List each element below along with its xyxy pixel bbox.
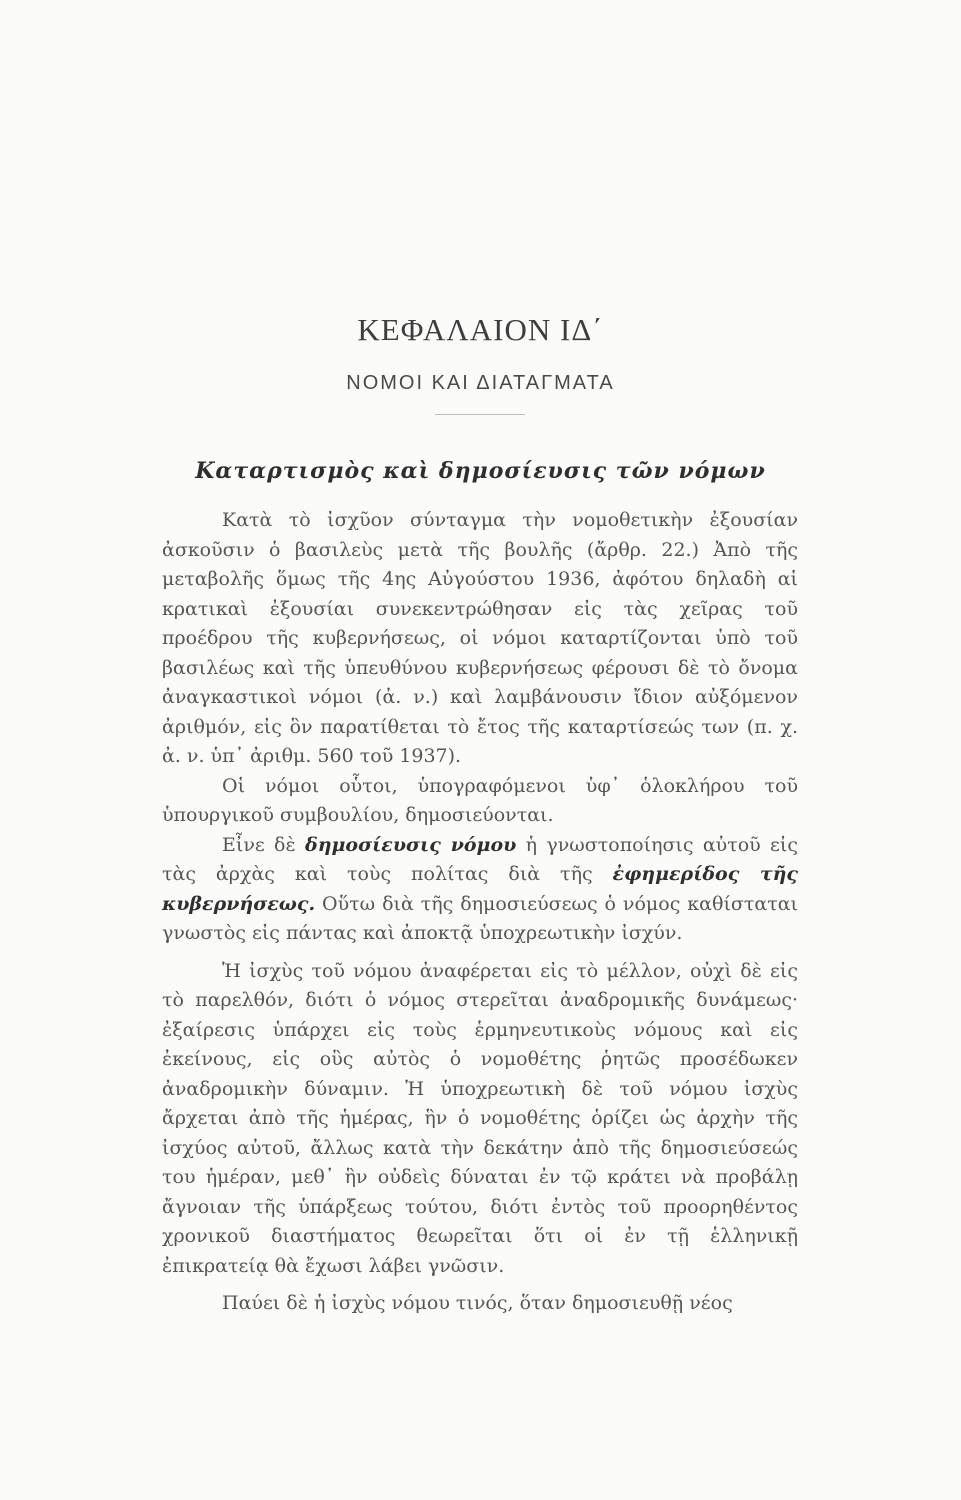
paragraph-5: Παύει δὲ ἡ ἰσχὺς νόμου τινός, ὅταν δημοσιευθῇ νέος [222, 1292, 733, 1314]
divider-rule [435, 414, 525, 415]
term-government-gazette: ἐφημερίδος τῆς κυβερνήσεως. [162, 863, 798, 915]
paragraph-3-tail: Οὕτω διὰ τῆς δημοσιεύσεως ὁ νόμος καθίσταται γνωστὸς εἰς πάντας καὶ ἀποκτᾷ ὑποχρεωτικὴν ἰσχύν. [162, 892, 798, 944]
paragraph-3 [162, 831, 798, 949]
paragraph-4: Ἡ ἰσχὺς τοῦ νόμου ἀναφέρεται εἰς τὸ μέλλον, οὐχὶ δὲ εἰς τὸ παρελθόν, διότι ὁ νόμος στερεῖται ἀναδρομικῆς δυνάμεως· ἐξαίρεσις ὑπάρχει εἰς τοὺς ἑρμηνευτικοὺς νόμους καὶ εἰς ἐκείνους, εἰς οὓς αὐτὸς ὁ νομοθέτης ῥητῶς προσέδωκεν ἀναδρομικὴν δύναμιν. Ἡ ὑποχρεωτικὴ δὲ τοῦ νόμου ἰσχὺς ἄρχεται ἀπὸ τῆς ἡμέρας, ἣν ὁ νομοθέτης ὁρίζει ὡς ἀρχὴν τῆς ἰσχύος αὐτοῦ, ἄλλως κατὰ τὴν δεκάτην ἀπὸ τῆς δημοσιεύσεώς του ἡμέραν, μεθ᾽ ἣν οὐδεὶς δύναται ἐν τῷ κράτει νὰ προβάλῃ ἄγνοιαν τῆς ὑπάρξεως τούτου, διότι ἐντὸς τοῦ προορηθέντος χρονικοῦ διαστήματος θεωρεῖται ὅτι οἱ ἐν τῇ ἑλληνικῇ ἐπικρατείᾳ θὰ ἔχωσι λάβει γνῶσιν. [162, 959, 798, 1277]
paragraph-2: Οἱ νόμοι οὗτοι, ὑπογραφόμενοι ὑφ᾽ ὁλοκλήρου τοῦ ὑπουργικοῦ συμβουλίου, δημοσιεύονται. [162, 774, 798, 826]
chapter-title: ΚΕΦΑΛΑΙΟΝ ΙΔ΄ [357, 312, 604, 347]
paragraph-3-lead: Εἶνε δὲ [222, 833, 306, 856]
body-text [162, 506, 798, 1319]
term-publication-of-law: δημοσίευσις νόμου [305, 833, 517, 856]
paragraph-3-middle: ἡ γνωστοποίησις αὐτοῦ εἰς τὰς ἀρχὰς καὶ τοὺς πολίτας διὰ τῆς [162, 833, 798, 885]
chapter-subtitle: ΝΟΜΟΙ ΚΑΙ ΔΙΑΤΑΓΜΑΤΑ [346, 372, 615, 394]
paragraph-1: Κατὰ τὸ ἰσχῦον σύνταγμα τὴν νομοθετικὴν ἐξουσίαν ἀσκοῦσιν ὁ βασιλεὺς μετὰ τῆς βουλῆς (ἄρθρ. 22.) Ἀπὸ τῆς μεταβολῆς ὅμως τῆς 4ης Αὐγούστου 1936, ἀφότου δηλαδὴ αἱ κρατικαὶ ἐξουσίαι συνεκεντρώθησαν εἰς τὰς χεῖρας τοῦ προέδρου τῆς κυβερνήσεως, οἱ νόμοι καταρτίζονται ὑπὸ τοῦ βασιλέως καὶ τῆς ὑπευθύνου κυβερνήσεως φέρουσι δὲ τὸ ὄνομα ἀναγκαστικοὶ νόμοι (ἀ. ν.) καὶ λαμβάνουσιν ἴδιον αὐξόμενον ἀριθμόν, εἰς ὃν παρατίθεται τὸ ἔτος τῆς καταρτίσεώς των (π. χ. ἀ. ν. ὑπ᾽ ἀριθμ. 560 τοῦ 1937). [162, 509, 798, 767]
section-heading: Καταρτισμὸς καὶ δημοσίευσις τῶν νόμων [195, 458, 766, 484]
